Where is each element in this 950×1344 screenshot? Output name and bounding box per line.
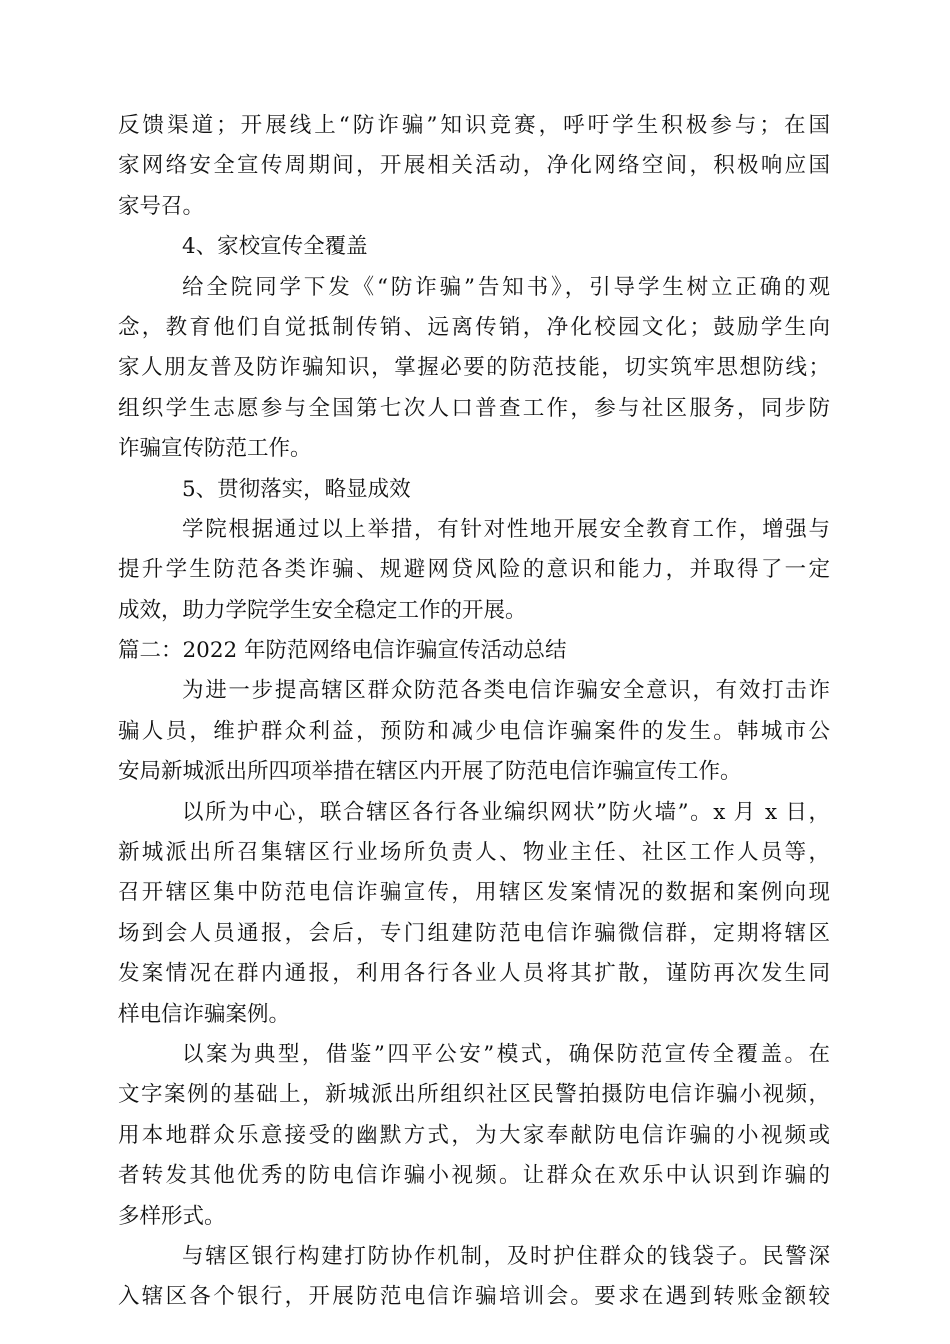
text-line: 家网络安全宣传周期间，开展相关活动，净化网络空间，积极响应国	[118, 153, 830, 179]
text-line: 新城派出所召集辖区行业场所负责人、物业主任、社区工作人员等，	[118, 840, 830, 866]
text-line: 骗人员，维护群众利益，预防和减少电信诈骗案件的发生。韩城市公	[118, 718, 830, 744]
text-line: 5、贯彻落实，略显成效	[182, 476, 411, 502]
document-page	[118, 106, 830, 1318]
text-line: 反馈渠道；开展线上“防诈骗”知识竞赛，呼吁学生积极参与；在国	[118, 113, 830, 138]
text-line: 召开辖区集中防范电信诈骗宣传，用辖区发案情况的数据和案例向现	[118, 880, 830, 906]
text-line: 给全院同学下发《“防诈骗”告知书》，引导学生树立正确的观	[182, 274, 830, 300]
text-line: 念，教育他们自觉抵制传销、远离传销，净化校园文化；鼓励学生向	[118, 314, 830, 340]
text-line: 诈骗宣传防范工作。	[118, 436, 312, 462]
text-line: 安局新城派出所四项举措在辖区内开展了防范电信诈骗宣传工作。	[118, 759, 742, 785]
text-line: 与辖区银行构建打防协作机制，及时护住群众的钱袋子。民警深	[182, 1243, 830, 1269]
text-line: 篇二：2022 年防范网络电信诈骗宣传活动总结	[118, 638, 567, 664]
text-line: 提升学生防范各类诈骗、规避网贷风险的意识和能力，并取得了一定	[118, 557, 830, 583]
text-line: 为进一步提高辖区群众防范各类电信诈骗安全意识，有效打击诈	[182, 678, 830, 704]
text-line: 组织学生志愿参与全国第七次人口普查工作，参与社区服务，同步防	[118, 395, 830, 421]
text-line: 家号召。	[118, 193, 205, 219]
text-line: 多样形式。	[118, 1203, 226, 1229]
text-line: 以所为中心，联合辖区各行各业编织网状”防火墙”。x 月 x 日，	[182, 799, 830, 825]
text-line: 发案情况在群内通报，利用各行各业人员将其扩散，谨防再次发生同	[118, 961, 830, 987]
text-line: 用本地群众乐意接受的幽默方式，为大家奉献防电信诈骗的小视频或	[118, 1122, 830, 1148]
text-line: 以案为典型，借鉴”四平公安”模式，确保防范宣传全覆盖。在	[182, 1041, 830, 1067]
text-line: 学院根据通过以上举措，有针对性地开展安全教育工作，增强与	[182, 516, 830, 542]
text-line: 场到会人员通报，会后，专门组建防范电信诈骗微信群，定期将辖区	[118, 920, 830, 946]
text-line: 家人朋友普及防诈骗知识，掌握必要的防范技能，切实筑牢思想防线；	[118, 355, 830, 381]
text-line: 者转发其他优秀的防电信诈骗小视频。让群众在欢乐中认识到诈骗的	[118, 1163, 830, 1189]
text-line: 样电信诈骗案例。	[118, 1001, 291, 1027]
text-line: 入辖区各个银行，开展防范电信诈骗培训会。要求在遇到转账金额较	[118, 1284, 830, 1310]
text-line: 4、家校宣传全覆盖	[182, 234, 368, 260]
text-line: 文字案例的基础上，新城派出所组织社区民警拍摄防电信诈骗小视频，	[118, 1082, 830, 1108]
text-line: 成效，助力学院学生安全稳定工作的开展。	[118, 597, 527, 623]
